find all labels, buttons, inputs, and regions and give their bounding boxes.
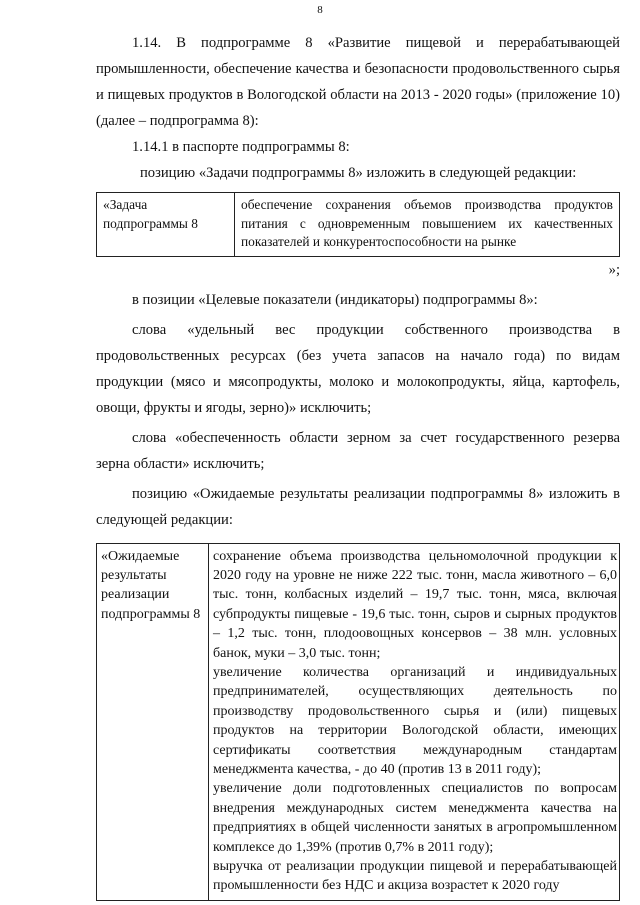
document-body	[96, 30, 620, 901]
closing-quote: »;	[608, 261, 620, 278]
paragraph-tasks-intro: позицию «Задачи подпрограммы 8» изложить в следующей редакции:	[140, 165, 577, 181]
tasks-label-cell: «Задача подпрограммы 8	[97, 193, 235, 257]
paragraph-1-14-1: 1.14.1 в паспорте подпрограммы 8:	[132, 139, 350, 155]
paragraph-exclude-share: слова «удельный вес продукции собственного производства в продовольственных ресурсах (без учета запасов на начало года) по видам продукции (мясо и мясопродукты, молоко и молокопродукты, яйца, картофель, овощи, фрукты и ягоды, зерно)» исключить;	[96, 321, 620, 416]
paragraph-indicators: в позиции «Целевые показатели (индикаторы) подпрограммы 8»:	[132, 291, 538, 308]
table-row	[97, 193, 620, 257]
paragraph-results-intro: позицию «Ожидаемые результаты реализации подпрограммы 8» изложить в следующей редакции:	[96, 485, 620, 528]
tasks-value-cell: обеспечение сохранения объемов производства продуктов питания с одновременным повышением их качественных показателей и конкурентоспособности на рынке	[235, 193, 620, 257]
results-value-cell	[209, 543, 620, 900]
results-table	[96, 543, 620, 901]
list-item: сохранение объема производства цельномолочной продукции к 2020 году на уровне не ниже 222 тыс. тонн, масла животного – 6,0 тыс. тонн, колбасных изделий – 19,7 тыс. тонн, мяса, включая субпродукты пищевые - 19,6 тыс. тонн, сыров и сырных продуктов – 1,2 тыс. тонн, плодоовощных консервов – 38 млн. условных банок, муки – 3,0 тыс. тонн;	[213, 548, 617, 661]
results-label-cell: «Ожидаемые результаты реализации подпрограммы 8	[97, 543, 209, 900]
tasks-table	[96, 192, 620, 257]
page-number: 8	[317, 4, 323, 16]
list-item: увеличение количества организаций и индивидуальных предпринимателей, осуществляющих деятельность по производству продовольственного сырья и (или) пищевых продуктов на территории Вологодской области, имеющих сертификаты соответствия международным стандартам менеджмента качества, - до 40 (против 13 в 2011 году);	[213, 664, 617, 777]
paragraph-1-14: 1.14. В подпрограмме 8 «Развитие пищевой и перерабатывающей промышленности, обеспечение качества и безопасности продовольственного сырья и пищевых продуктов в Вологодской области на 2013 - 2020 годы» (приложение 10) (далее – подпрограмма 8):	[96, 35, 620, 129]
list-item: выручка от реализации продукции пищевой и перерабатывающей промышленности без НДС и акциза возрастет к 2020 году	[213, 859, 617, 894]
list-item: увеличение доли подготовленных специалистов по вопросам внедрения международных систем менеджмента качества на предприятиях в общей численности занятых в агропромышленном комплексе до 1,39% (против 0,7% в 2011 году);	[213, 781, 617, 855]
paragraph-exclude-grain: слова «обеспеченность области зерном за счет государственного резерва зерна области» исключить;	[96, 429, 620, 472]
table-row	[97, 543, 620, 900]
